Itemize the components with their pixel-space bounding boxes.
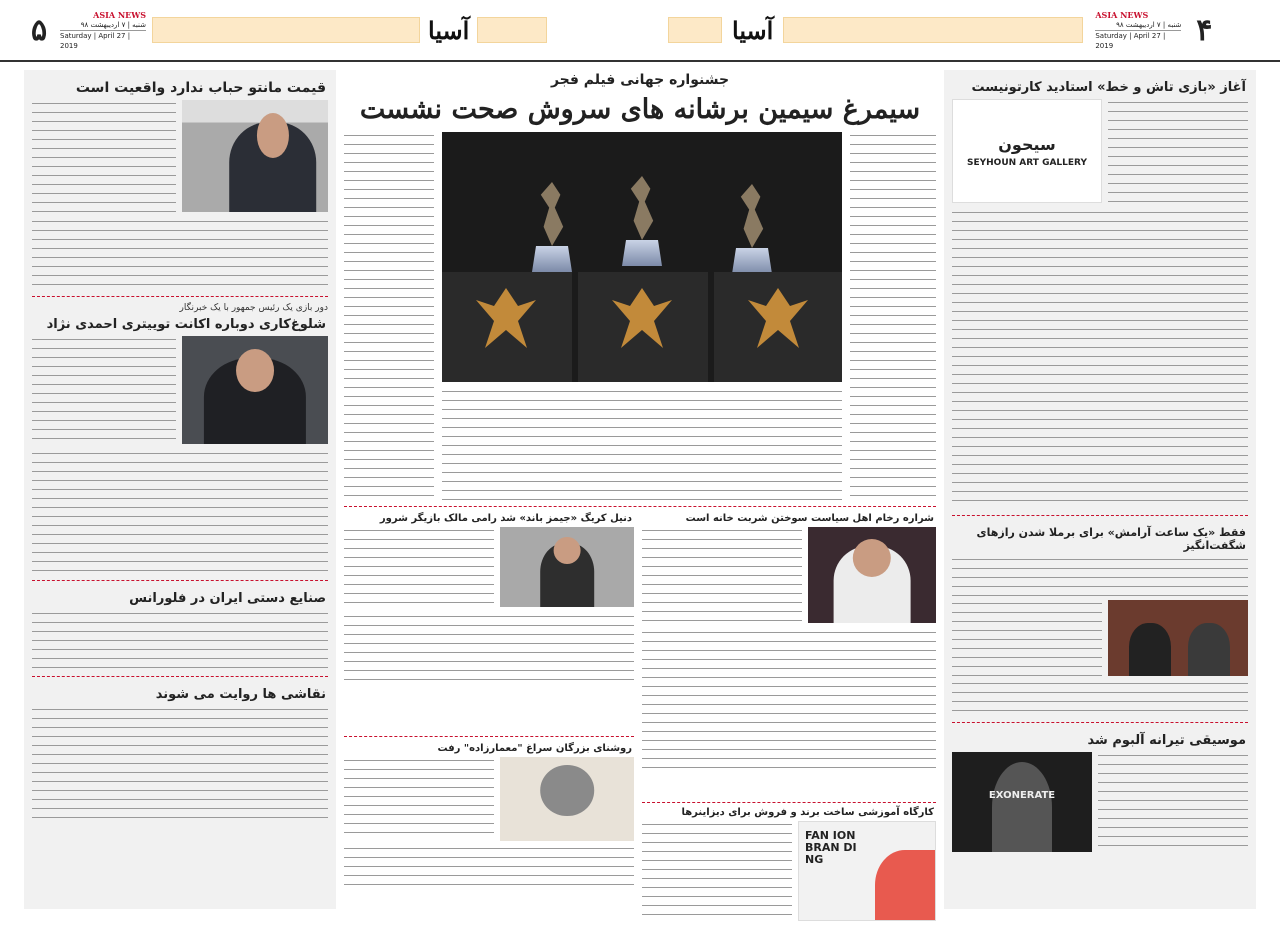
sub-article-block	[344, 510, 634, 683]
festival-emblem-icon	[476, 288, 536, 348]
section-divider	[344, 736, 634, 737]
poster-text: FAN ION BRAN DI NG	[805, 829, 857, 866]
statue	[732, 184, 772, 274]
section-divider	[952, 515, 1248, 516]
article-body	[344, 613, 634, 683]
article-block	[952, 752, 1248, 852]
logo-text: آسیا	[428, 15, 470, 45]
paper-logo	[732, 16, 773, 45]
sub-article-block	[344, 740, 634, 885]
ad-slot	[477, 17, 547, 43]
article-headline: شراره رخام اهل سیاست سوختن شربت خانه است	[685, 513, 934, 524]
article-headline: صنایع دستی ایران در فلورانس	[129, 591, 326, 606]
ad-slot	[152, 17, 420, 43]
masthead-meta	[1095, 10, 1181, 51]
album-title: EXONERATE	[988, 790, 1056, 801]
page-number: ۵	[30, 12, 48, 48]
article-block	[32, 336, 328, 444]
article-headline: قیمت مانتو حباب ندارد واقعیت است	[75, 80, 326, 96]
article-body	[344, 845, 634, 885]
article-body	[344, 527, 494, 607]
article-photo	[1108, 600, 1248, 676]
article-row	[344, 757, 634, 841]
cloth	[578, 272, 708, 382]
logo-text: آسیا	[732, 15, 774, 45]
ad-slot	[783, 17, 1083, 43]
article-body	[642, 629, 936, 769]
article-kicker: دور بازی یک رئیس جمهور با یک خبرنگار	[179, 303, 328, 313]
masthead-right	[640, 0, 1280, 60]
photo-person	[1129, 623, 1171, 676]
page-footer	[0, 913, 1280, 943]
photo-head	[256, 113, 288, 158]
date-fa: شنبه | ۷ اردیبهشت ۹۸	[1116, 20, 1182, 29]
article-body	[642, 527, 802, 623]
article-headline: آغاز «بازی تاش و خط» استادید کارتونیست	[971, 80, 1246, 95]
article-row	[344, 527, 634, 607]
article-body	[32, 450, 328, 574]
paper-name-en: ASIA NEWS	[1095, 9, 1149, 20]
article-body	[32, 610, 328, 670]
statue-bird	[628, 176, 656, 240]
article-photo	[808, 527, 936, 623]
article-body	[952, 556, 1248, 596]
main-kicker: جشنواره جهانی فیلم فجر	[550, 72, 730, 88]
masthead-meta	[60, 10, 146, 51]
article-block	[32, 100, 328, 212]
article-body	[32, 218, 328, 290]
gallery-name-fa: سیحون	[998, 134, 1056, 154]
article-photo	[182, 100, 328, 212]
festival-emblem-icon	[612, 288, 672, 348]
cloth	[442, 272, 572, 382]
gallery-name-en: SEYHOUN ART GALLERY	[967, 157, 1087, 168]
page-number: ۴	[1196, 12, 1213, 48]
article-row	[642, 527, 936, 623]
photo-head	[236, 349, 274, 392]
article-body	[442, 388, 842, 502]
statue-bird	[538, 182, 566, 246]
article-body	[952, 209, 1248, 509]
statue	[532, 182, 572, 272]
statue-base	[732, 248, 772, 274]
section-divider	[952, 722, 1248, 723]
article-headline: موسیقی تیرانه آلبوم شد	[1087, 733, 1246, 748]
article-body	[1098, 752, 1248, 852]
photo-head	[540, 765, 594, 815]
article-body	[32, 706, 328, 826]
article-body	[952, 600, 1102, 676]
article-headline: نقاشی ها روایت می شوند	[155, 687, 326, 702]
main-headline: سیمرغ سیمین برشانه های سروش صحت نشست	[359, 94, 921, 125]
section-divider	[32, 676, 328, 677]
ad-slot	[668, 17, 722, 43]
date-fa: شنبه | ۷ اردیبهشت ۹۸	[80, 20, 146, 29]
masthead-rule	[0, 60, 1280, 62]
article-body	[850, 132, 936, 502]
album-cover	[952, 752, 1092, 852]
article-body	[952, 680, 1248, 716]
photo-head	[554, 537, 581, 564]
cloth	[714, 272, 842, 382]
paper-name-en: ASIA NEWS	[93, 9, 146, 20]
article-poster	[798, 821, 936, 921]
gallery-logo	[952, 99, 1102, 203]
date-en: Saturday | April 27 | 2019	[60, 30, 146, 51]
right-column	[944, 70, 1256, 909]
article-body	[1108, 99, 1248, 203]
section-divider	[344, 506, 936, 507]
article-headline: کارگاه آموزشی ساخت برند و فروش برای دیزاینرها	[681, 807, 934, 818]
article-block	[952, 99, 1248, 203]
festival-emblem-icon	[748, 288, 808, 348]
article-poster	[500, 757, 634, 841]
article-headline: شلوغ‌کاری دوباره اکانت توییتری احمدی نژاد	[46, 317, 326, 332]
masthead-left	[0, 0, 640, 60]
article-body	[642, 821, 792, 921]
section-divider	[642, 802, 936, 803]
statue-bird	[738, 184, 766, 248]
sub-article-block	[642, 804, 936, 921]
photo-person	[1188, 623, 1230, 676]
center-column	[344, 70, 936, 909]
left-column	[24, 70, 336, 909]
article-headline: فقط «یک ساعت آرامش» برای برملا شدن رازهای شگفت‌انگیز	[976, 526, 1246, 552]
section-divider	[32, 580, 328, 581]
statue	[622, 176, 662, 266]
statue-base	[532, 246, 572, 272]
article-photo	[500, 527, 634, 607]
article-headline: دنیل کریگ «جیمز باند» شد رامی مالک بازیگر شرور	[379, 513, 632, 524]
article-headline: روشنای بزرگان سراغ "معمارزاده" رفت	[437, 743, 632, 754]
date-en: Saturday | April 27 | 2019	[1095, 30, 1181, 51]
paper-logo	[428, 16, 469, 45]
article-body	[32, 336, 176, 444]
article-photo	[182, 336, 328, 444]
sub-article-block	[642, 510, 936, 769]
poster-shape	[875, 850, 935, 920]
article-body	[344, 132, 434, 502]
statue-base	[622, 240, 662, 266]
article-body	[32, 100, 176, 212]
article-block	[952, 600, 1248, 676]
simorgh-statues-photo	[442, 132, 842, 382]
section-divider	[32, 296, 328, 297]
album-figure	[992, 762, 1052, 852]
article-body	[344, 757, 494, 841]
article-row	[642, 821, 936, 921]
